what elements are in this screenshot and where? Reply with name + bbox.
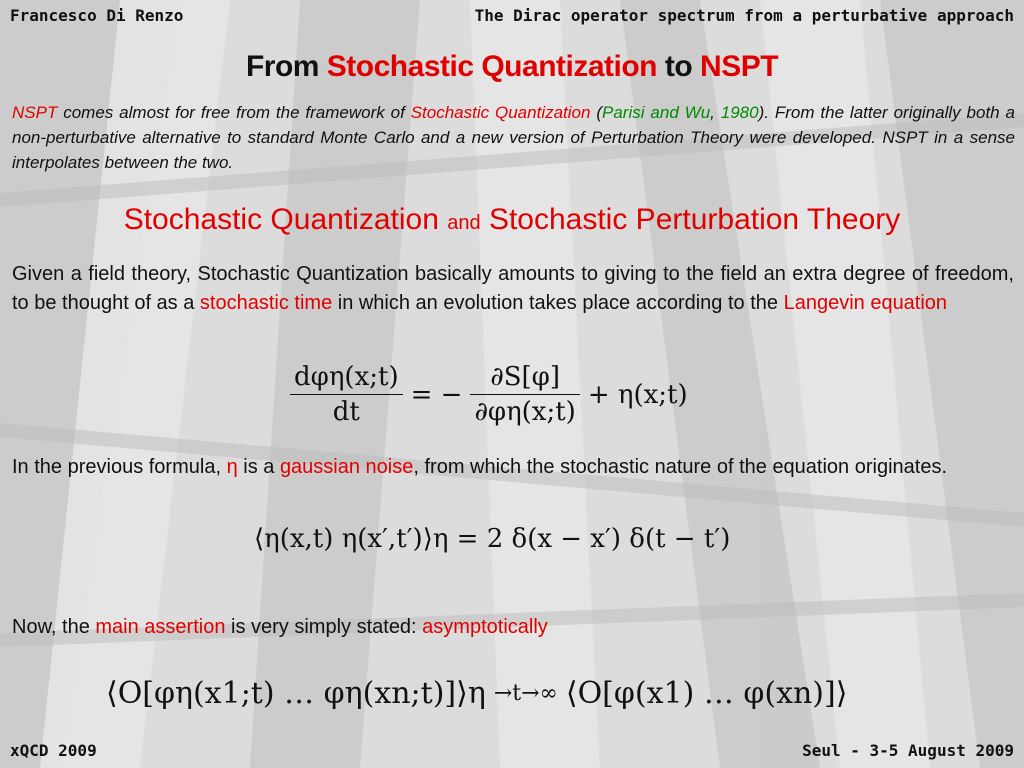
intro-text-2: ( bbox=[590, 103, 603, 122]
section-and: and bbox=[447, 212, 481, 234]
title-stochastic-quantization: Stochastic Quantization bbox=[326, 50, 658, 83]
assertion-equation bbox=[106, 676, 906, 732]
para1-text-1: Given a field theory, Stochastic Quantization basically amounts to giving to the field an extra degree of freedom, to be thought of as a bbox=[12, 263, 1014, 314]
intro-parisi-wu: Parisi and Wu bbox=[602, 103, 711, 122]
para2-text-1: In the previous formula, bbox=[12, 456, 227, 478]
intro-nspt: NSPT bbox=[12, 103, 58, 122]
intro-text-1: comes almost for free from the framework of bbox=[57, 103, 411, 122]
langevin-rhs-num: ∂S[φ] bbox=[470, 362, 579, 395]
intro-year: 1980 bbox=[720, 103, 759, 122]
langevin-lhs-fraction bbox=[290, 362, 403, 427]
para2-eta: η bbox=[226, 456, 238, 478]
langevin-noise-term: + η(x;t) bbox=[587, 379, 688, 410]
header-talk-title: The Dirac operator spectrum from a perturbative approach bbox=[474, 6, 1014, 25]
para1-stochastic-time: stochastic time bbox=[199, 292, 333, 314]
para2-text-2: is a bbox=[237, 456, 280, 478]
intro-paragraph bbox=[12, 100, 1015, 175]
para3-asymptotically: asymptotically bbox=[422, 616, 548, 638]
paragraph-gaussian-noise bbox=[12, 453, 1014, 482]
para1-langevin-equation: Langevin equation bbox=[783, 292, 948, 314]
para2-gaussian-noise: gaussian noise bbox=[279, 456, 414, 478]
assertion-rhs: ⟨O[φ(x1) … φ(xn)]⟩ bbox=[565, 676, 848, 711]
paragraph-langevin-intro bbox=[12, 260, 1014, 318]
para1-text-2: in which an evolution takes place according to the bbox=[332, 292, 784, 314]
footer-conference: xQCD 2009 bbox=[10, 741, 97, 760]
para3-main-assertion: main assertion bbox=[95, 616, 226, 638]
title-nspt: NSPT bbox=[700, 50, 779, 83]
footer-venue-date: Seul - 3-5 August 2009 bbox=[802, 741, 1014, 760]
section-part1: Stochastic Quantization bbox=[123, 203, 439, 236]
langevin-equals: = − bbox=[410, 379, 463, 410]
title-to: to bbox=[664, 50, 693, 83]
intro-sq: Stochastic Quantization bbox=[410, 103, 591, 122]
assertion-lhs: ⟨O[φη(x1;t) … φη(xn;t)]⟩η bbox=[106, 676, 486, 711]
title-from: From bbox=[245, 50, 319, 83]
langevin-lhs-den: dt bbox=[332, 397, 360, 427]
slide-title bbox=[0, 50, 1024, 84]
intro-text-3: , bbox=[710, 103, 721, 122]
assertion-arrow: →t→∞ bbox=[493, 681, 558, 706]
langevin-rhs-fraction bbox=[470, 362, 579, 427]
section-part2: Stochastic Perturbation Theory bbox=[488, 203, 901, 236]
langevin-equation bbox=[290, 362, 730, 442]
langevin-rhs-den: ∂φη(x;t) bbox=[474, 397, 576, 427]
section-heading bbox=[0, 203, 1024, 237]
para3-text-2: is very simply stated: bbox=[225, 616, 423, 638]
paragraph-main-assertion bbox=[12, 613, 1014, 642]
para3-text-1: Now, the bbox=[12, 616, 96, 638]
noise-correlation-equation: ⟨η(x,t) η(x′,t′)⟩η = 2 δ(x − x′) δ(t − t′) bbox=[254, 524, 731, 554]
langevin-lhs-num: dφη(x;t) bbox=[290, 362, 403, 395]
para2-text-3: , from which the stochastic nature of the equation originates. bbox=[413, 456, 948, 478]
header-author: Francesco Di Renzo bbox=[10, 6, 184, 25]
intro-text-4: ). From the latter originally both a non-perturbative alternative to standard Monte Carlo and a new version of Perturbation Theory were developed. NSPT in a sense interpolates between the two. bbox=[12, 103, 1015, 172]
